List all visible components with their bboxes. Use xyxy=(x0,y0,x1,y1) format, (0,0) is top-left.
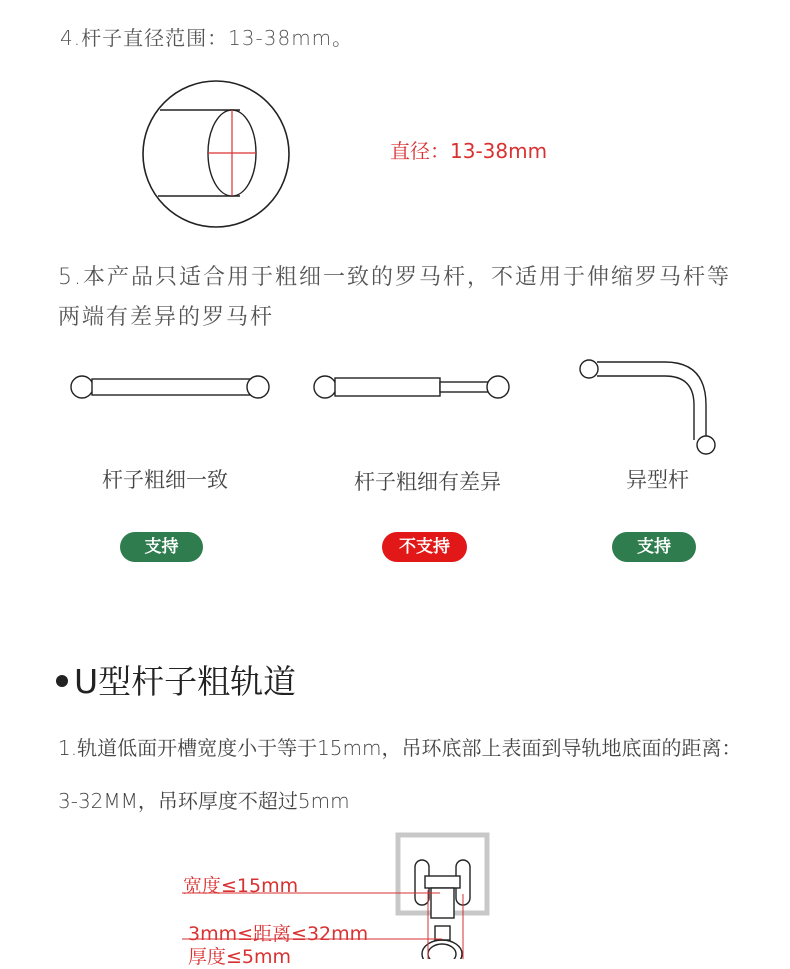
supported-badge-2: 支持 xyxy=(612,532,696,562)
varying-rod-icon xyxy=(310,370,515,404)
caption-shaped: 异型杆 xyxy=(626,468,689,492)
caption-varying: 杆子粗细有差异 xyxy=(354,470,501,494)
supported-badge: 支持 xyxy=(120,532,203,562)
unsupported-badge: 不支持 xyxy=(382,532,467,562)
u-section-heading xyxy=(56,656,296,703)
bullet-icon xyxy=(56,675,68,687)
heading-text: U型杆子粗轨道 xyxy=(74,662,297,701)
distance-label: 3mm≤距离≤32mm xyxy=(188,923,369,945)
caption-uniform: 杆子粗细一致 xyxy=(102,468,228,492)
width-label: 宽度≤15mm xyxy=(183,875,299,897)
thickness-label: 厚度≤5mm xyxy=(188,946,292,968)
uniform-rod-icon xyxy=(68,370,273,404)
diameter-label: 直径：13-38mm xyxy=(390,139,548,163)
shaped-rod-icon xyxy=(575,355,720,460)
section-4-text: 4.杆子直径范围：13-38mm。 xyxy=(60,26,354,50)
rod-cross-section-diagram xyxy=(140,78,295,233)
u-section-text: 1.轨道低面开槽宽度小于等于15mm，吊环底部上表面到导轨地底面的距离：3-32MM，吊环厚度不超过5mm xyxy=(58,736,742,813)
section-5-text: 5.本产品只适合用于粗细一致的罗马杆，不适用于伸缩罗马杆等两端有差异的罗马杆 xyxy=(58,265,731,330)
